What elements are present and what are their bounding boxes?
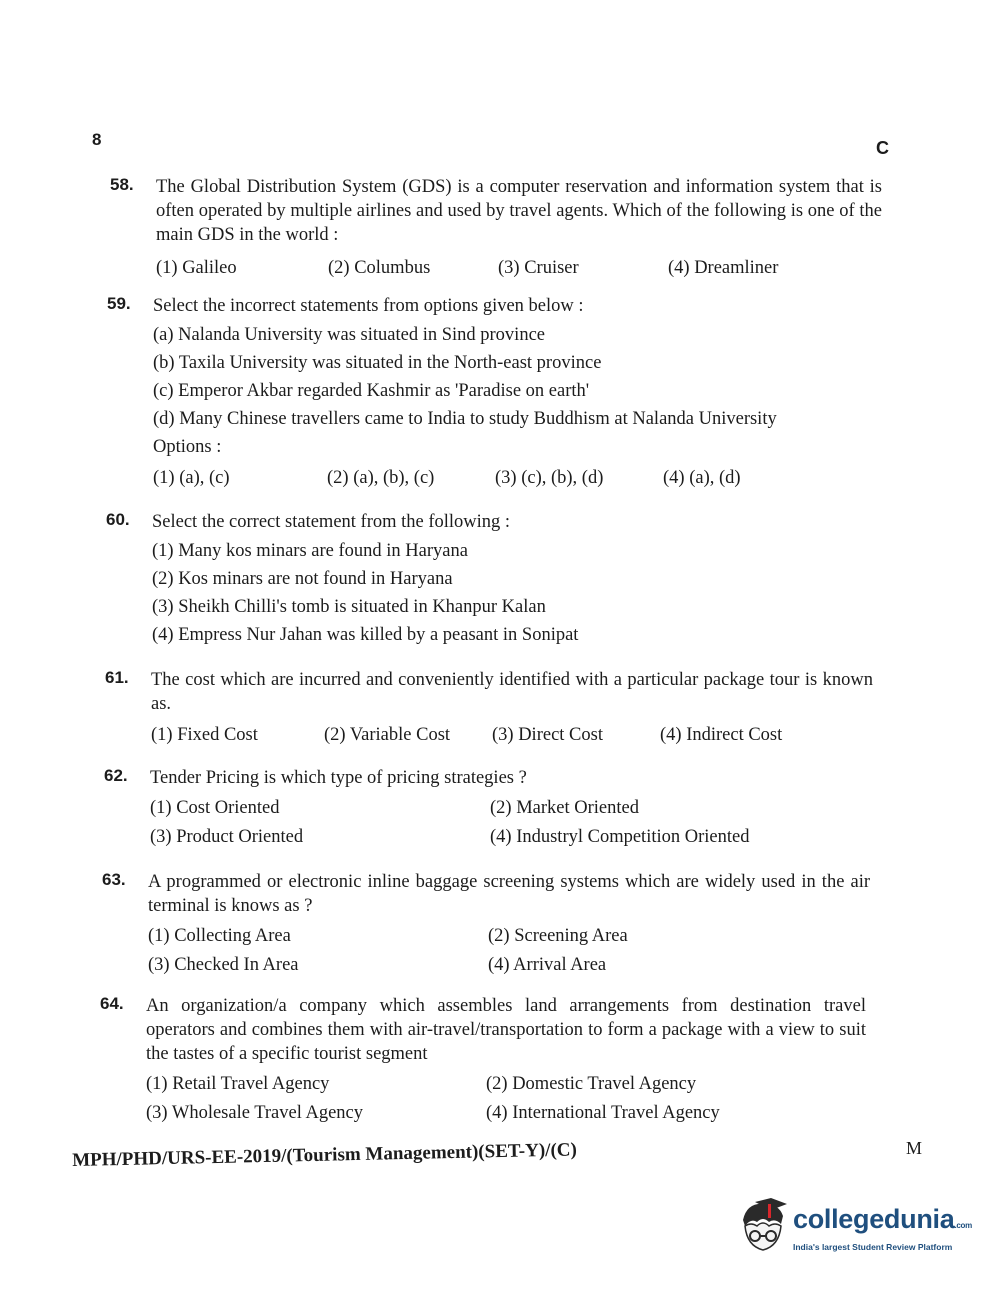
question-58 (110, 175, 882, 281)
brand-name: collegedunia.com (793, 1204, 972, 1234)
option-3: (3) Wholesale Travel Agency (146, 1103, 363, 1123)
brand-tagline: India's largest Student Review Platform (793, 1242, 953, 1252)
question-number: 59. (107, 294, 131, 313)
option-1: (1) (a), (c) (153, 468, 230, 488)
option-1: (1) Galileo (156, 258, 237, 278)
page-number: 8 (92, 130, 102, 149)
question-text: A programmed or electronic inline baggage screening systems which are widely used in the air terminal is knows as ? (148, 872, 870, 916)
mascot-icon (735, 1198, 791, 1258)
option-3: (3) Checked In Area (148, 955, 299, 975)
footer-mark: M (906, 1138, 923, 1158)
option-3: (3) Sheikh Chilli's tomb is situated in Khanpur Kalan (152, 597, 546, 617)
option-2: (2) Domestic Travel Agency (486, 1074, 697, 1094)
option-3: (3) Cruiser (498, 258, 579, 278)
statement-list (153, 321, 873, 433)
option-4: (4) Empress Nur Jahan was killed by a peasant in Sonipat (152, 625, 579, 645)
option-4: (4) Industryl Competition Oriented (490, 827, 750, 847)
option-2: (2) (a), (b), (c) (327, 468, 435, 488)
question-63 (102, 870, 870, 980)
statement-a: (a) Nalanda University was situated in Sind province (153, 325, 545, 345)
question-text: Select the correct statement from the following : (152, 512, 511, 532)
option-4: (4) Arrival Area (488, 955, 607, 975)
question-number: 60. (106, 510, 130, 529)
option-2: (2) Screening Area (488, 926, 628, 946)
question-text: Select the incorrect statements from options given below : (153, 296, 584, 316)
statement-b: (b) Taxila University was situated in the North-east province (153, 353, 602, 373)
question-61 (105, 668, 873, 748)
set-code: C (876, 138, 889, 158)
question-text: The cost which are incurred and conveniently identified with a particular package tour is known as. (151, 670, 873, 714)
option-1: (1) Collecting Area (148, 926, 291, 946)
question-text: The Global Distribution System (GDS) is a computer reservation and information system that is often operated by multiple airlines and used by travel agents. Which of the following is one of the main GDS in the world : (156, 177, 882, 245)
statement-c: (c) Emperor Akbar regarded Kashmir as 'Paradise on earth' (153, 381, 590, 401)
statement-d: (d) Many Chinese travellers came to India to study Buddhism at Nalanda University (153, 409, 777, 429)
question-60 (106, 510, 872, 649)
option-2: (2) Kos minars are not found in Haryana (152, 569, 453, 589)
question-number: 63. (102, 870, 126, 889)
option-4: (4) Dreamliner (668, 258, 779, 278)
option-3: (3) Product Oriented (150, 827, 304, 847)
question-number: 58. (110, 175, 134, 194)
option-1: (1) Retail Travel Agency (146, 1074, 330, 1094)
question-number: 62. (104, 766, 128, 785)
question-text: An organization/a company which assembles land arrangements from destination travel operators and combines them with air-travel/transportation to form a package with a view to suit the tastes of a specific tourist segment (146, 996, 866, 1064)
option-2: (2) Columbus (328, 258, 431, 278)
question-text: Tender Pricing is which type of pricing strategies ? (150, 768, 527, 788)
question-62 (104, 766, 872, 852)
option-4: (4) (a), (d) (663, 468, 741, 488)
option-1: (1) Many kos minars are found in Haryana (152, 541, 468, 561)
option-4: (4) Indirect Cost (660, 725, 783, 745)
question-59 (107, 294, 873, 491)
options-label: Options : (153, 437, 222, 457)
option-1: (1) Fixed Cost (151, 725, 258, 745)
option-3: (3) (c), (b), (d) (495, 468, 604, 488)
option-4: (4) International Travel Agency (486, 1103, 720, 1123)
question-64 (100, 994, 866, 1128)
collegedunia-watermark (735, 1198, 972, 1260)
footer-exam-code: MPH/PHD/URS-EE-2019/(Tourism Management)(SET-Y)/(C) (72, 1139, 578, 1171)
option-2: (2) Variable Cost (324, 725, 451, 745)
option-1: (1) Cost Oriented (150, 798, 280, 818)
option-2: (2) Market Oriented (490, 798, 639, 818)
question-number: 64. (100, 994, 124, 1013)
question-number: 61. (105, 668, 129, 687)
option-3: (3) Direct Cost (492, 725, 603, 745)
